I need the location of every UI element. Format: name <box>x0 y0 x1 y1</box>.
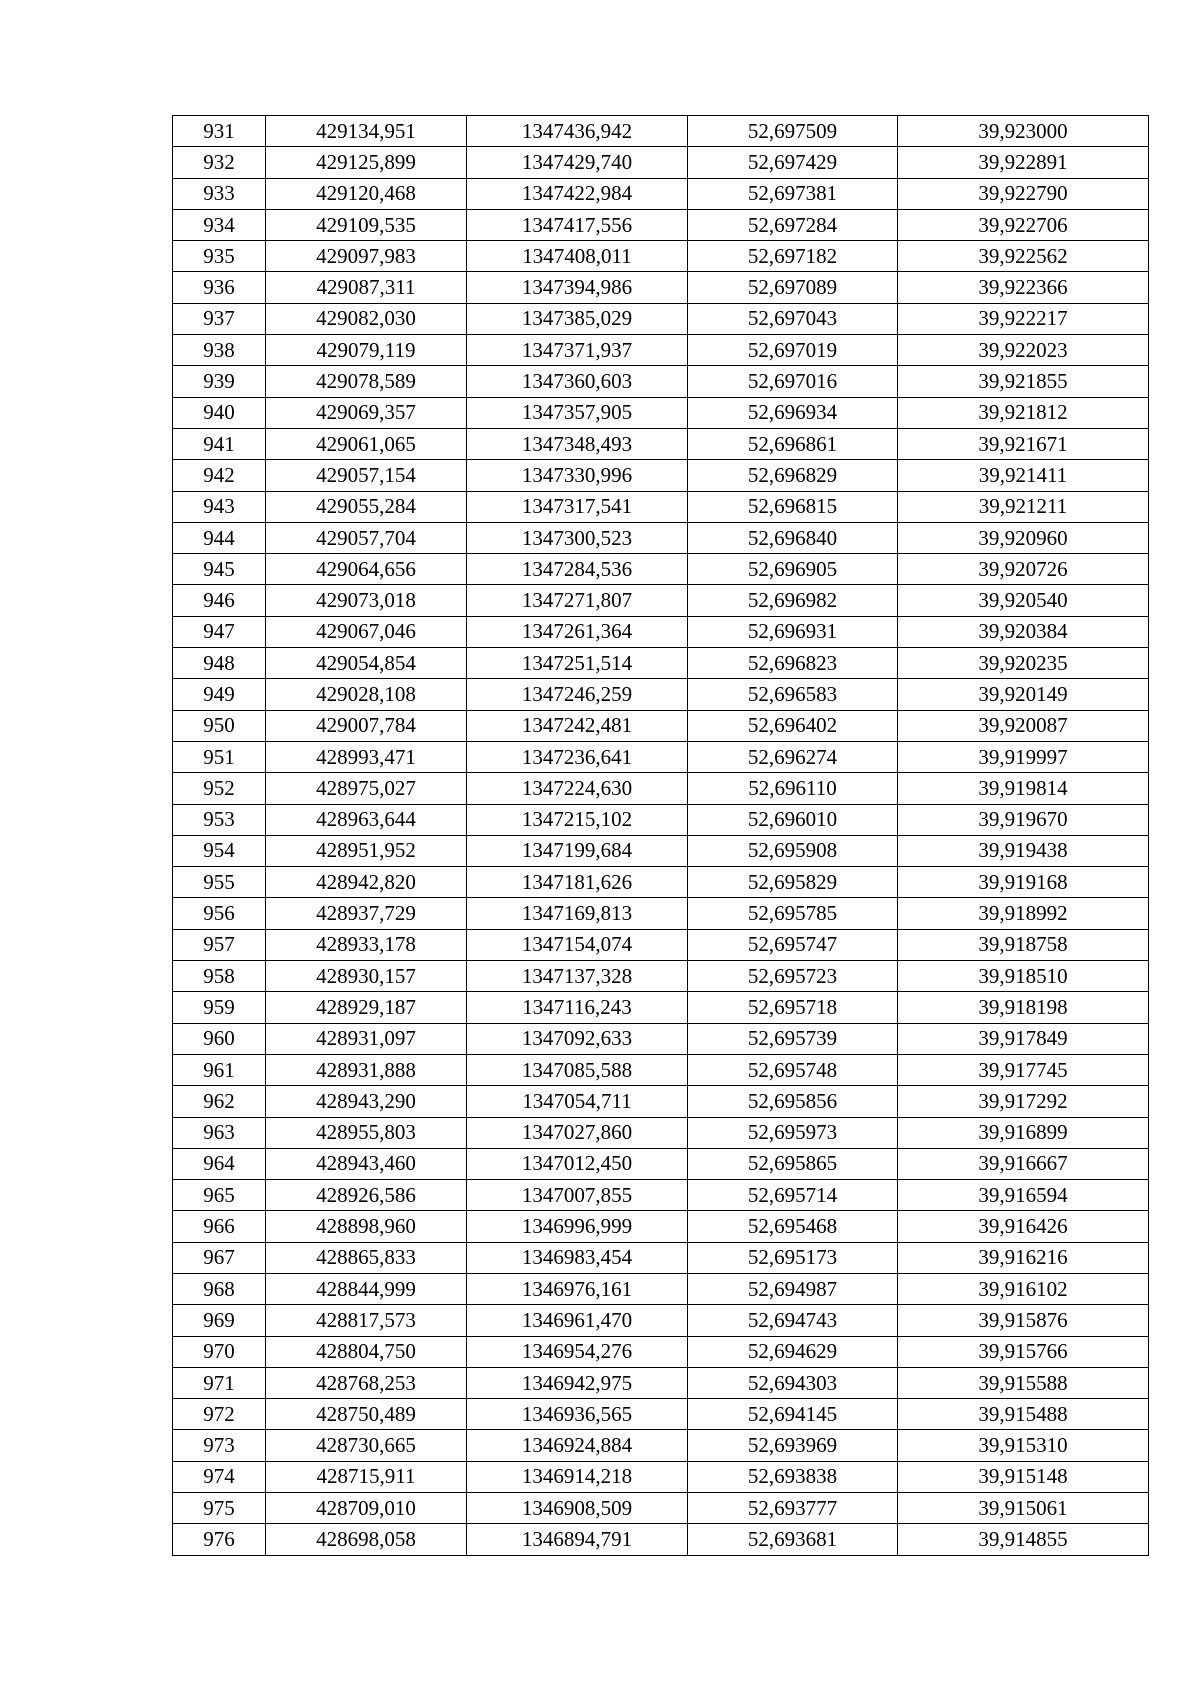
point-number-cell: 950 <box>173 710 266 741</box>
y-coordinate-cell: 1347394,986 <box>467 272 688 303</box>
y-coordinate-cell: 1347224,630 <box>467 773 688 804</box>
point-number-cell: 952 <box>173 773 266 804</box>
x-coordinate-cell: 429073,018 <box>266 585 467 616</box>
point-number-cell: 953 <box>173 804 266 835</box>
longitude-cell: 39,919438 <box>898 835 1149 866</box>
longitude-cell: 39,919814 <box>898 773 1149 804</box>
longitude-cell: 39,915061 <box>898 1493 1149 1524</box>
table-row <box>173 428 1149 459</box>
y-coordinate-cell: 1347417,556 <box>467 209 688 240</box>
latitude-cell: 52,695856 <box>688 1086 898 1117</box>
table-row <box>173 147 1149 178</box>
longitude-cell: 39,917745 <box>898 1054 1149 1085</box>
x-coordinate-cell: 428931,097 <box>266 1023 467 1054</box>
x-coordinate-cell: 428993,471 <box>266 741 467 772</box>
latitude-cell: 52,696840 <box>688 522 898 553</box>
latitude-cell: 52,696823 <box>688 648 898 679</box>
longitude-cell: 39,917849 <box>898 1023 1149 1054</box>
latitude-cell: 52,697089 <box>688 272 898 303</box>
table-row <box>173 1461 1149 1492</box>
x-coordinate-cell: 428804,750 <box>266 1336 467 1367</box>
longitude-cell: 39,923000 <box>898 116 1149 147</box>
latitude-cell: 52,695739 <box>688 1023 898 1054</box>
y-coordinate-cell: 1347357,905 <box>467 397 688 428</box>
point-number-cell: 947 <box>173 616 266 647</box>
x-coordinate-cell: 428730,665 <box>266 1430 467 1461</box>
y-coordinate-cell: 1347251,514 <box>467 648 688 679</box>
y-coordinate-cell: 1347271,807 <box>467 585 688 616</box>
y-coordinate-cell: 1347092,633 <box>467 1023 688 1054</box>
y-coordinate-cell: 1347199,684 <box>467 835 688 866</box>
latitude-cell: 52,694629 <box>688 1336 898 1367</box>
x-coordinate-cell: 429067,046 <box>266 616 467 647</box>
table-row <box>173 1242 1149 1273</box>
longitude-cell: 39,922891 <box>898 147 1149 178</box>
point-number-cell: 957 <box>173 929 266 960</box>
point-number-cell: 959 <box>173 992 266 1023</box>
latitude-cell: 52,696931 <box>688 616 898 647</box>
y-coordinate-cell: 1347137,328 <box>467 961 688 992</box>
table-row <box>173 554 1149 585</box>
latitude-cell: 52,694987 <box>688 1273 898 1304</box>
x-coordinate-cell: 428926,586 <box>266 1180 467 1211</box>
latitude-cell: 52,697429 <box>688 147 898 178</box>
x-coordinate-cell: 428975,027 <box>266 773 467 804</box>
y-coordinate-cell: 1347330,996 <box>467 460 688 491</box>
longitude-cell: 39,918758 <box>898 929 1149 960</box>
table-row <box>173 804 1149 835</box>
longitude-cell: 39,915488 <box>898 1399 1149 1430</box>
y-coordinate-cell: 1347007,855 <box>467 1180 688 1211</box>
y-coordinate-cell: 1346942,975 <box>467 1367 688 1398</box>
point-number-cell: 956 <box>173 898 266 929</box>
y-coordinate-cell: 1347154,074 <box>467 929 688 960</box>
table-row <box>173 366 1149 397</box>
y-coordinate-cell: 1346983,454 <box>467 1242 688 1273</box>
y-coordinate-cell: 1347371,937 <box>467 335 688 366</box>
table-row <box>173 992 1149 1023</box>
x-coordinate-cell: 428698,058 <box>266 1524 467 1555</box>
x-coordinate-cell: 428709,010 <box>266 1493 467 1524</box>
longitude-cell: 39,920960 <box>898 522 1149 553</box>
x-coordinate-cell: 428715,911 <box>266 1461 467 1492</box>
latitude-cell: 52,697284 <box>688 209 898 240</box>
x-coordinate-cell: 429069,357 <box>266 397 467 428</box>
longitude-cell: 39,916216 <box>898 1242 1149 1273</box>
table-row <box>173 679 1149 710</box>
x-coordinate-cell: 428898,960 <box>266 1211 467 1242</box>
latitude-cell: 52,695785 <box>688 898 898 929</box>
x-coordinate-cell: 429082,030 <box>266 303 467 334</box>
x-coordinate-cell: 429028,108 <box>266 679 467 710</box>
point-number-cell: 946 <box>173 585 266 616</box>
latitude-cell: 52,696829 <box>688 460 898 491</box>
point-number-cell: 943 <box>173 491 266 522</box>
x-coordinate-cell: 428865,833 <box>266 1242 467 1273</box>
point-number-cell: 932 <box>173 147 266 178</box>
x-coordinate-cell: 429007,784 <box>266 710 467 741</box>
x-coordinate-cell: 429079,119 <box>266 335 467 366</box>
table-row <box>173 241 1149 272</box>
x-coordinate-cell: 429054,854 <box>266 648 467 679</box>
y-coordinate-cell: 1347169,813 <box>467 898 688 929</box>
table-row <box>173 1367 1149 1398</box>
longitude-cell: 39,920149 <box>898 679 1149 710</box>
longitude-cell: 39,915588 <box>898 1367 1149 1398</box>
latitude-cell: 52,695865 <box>688 1148 898 1179</box>
table-row <box>173 1023 1149 1054</box>
latitude-cell: 52,697016 <box>688 366 898 397</box>
y-coordinate-cell: 1347317,541 <box>467 491 688 522</box>
point-number-cell: 964 <box>173 1148 266 1179</box>
table-row <box>173 116 1149 147</box>
latitude-cell: 52,695468 <box>688 1211 898 1242</box>
point-number-cell: 951 <box>173 741 266 772</box>
point-number-cell: 975 <box>173 1493 266 1524</box>
coordinate-table-body <box>173 116 1149 1556</box>
table-row <box>173 1211 1149 1242</box>
longitude-cell: 39,918198 <box>898 992 1149 1023</box>
latitude-cell: 52,693838 <box>688 1461 898 1492</box>
x-coordinate-cell: 428943,290 <box>266 1086 467 1117</box>
longitude-cell: 39,916594 <box>898 1180 1149 1211</box>
longitude-cell: 39,920540 <box>898 585 1149 616</box>
coordinate-table <box>172 115 1149 1556</box>
table-row <box>173 335 1149 366</box>
latitude-cell: 52,694743 <box>688 1305 898 1336</box>
point-number-cell: 971 <box>173 1367 266 1398</box>
latitude-cell: 52,696274 <box>688 741 898 772</box>
x-coordinate-cell: 429064,656 <box>266 554 467 585</box>
latitude-cell: 52,695908 <box>688 835 898 866</box>
point-number-cell: 965 <box>173 1180 266 1211</box>
latitude-cell: 52,695718 <box>688 992 898 1023</box>
x-coordinate-cell: 429057,154 <box>266 460 467 491</box>
point-number-cell: 936 <box>173 272 266 303</box>
y-coordinate-cell: 1346914,218 <box>467 1461 688 1492</box>
table-row <box>173 209 1149 240</box>
latitude-cell: 52,694145 <box>688 1399 898 1430</box>
longitude-cell: 39,915310 <box>898 1430 1149 1461</box>
latitude-cell: 52,695723 <box>688 961 898 992</box>
y-coordinate-cell: 1346936,565 <box>467 1399 688 1430</box>
x-coordinate-cell: 428929,187 <box>266 992 467 1023</box>
x-coordinate-cell: 428951,952 <box>266 835 467 866</box>
latitude-cell: 52,697019 <box>688 335 898 366</box>
table-row <box>173 1493 1149 1524</box>
x-coordinate-cell: 428937,729 <box>266 898 467 929</box>
longitude-cell: 39,922217 <box>898 303 1149 334</box>
longitude-cell: 39,921671 <box>898 428 1149 459</box>
table-row <box>173 1336 1149 1367</box>
y-coordinate-cell: 1346908,509 <box>467 1493 688 1524</box>
point-number-cell: 960 <box>173 1023 266 1054</box>
table-row <box>173 929 1149 960</box>
longitude-cell: 39,921211 <box>898 491 1149 522</box>
point-number-cell: 961 <box>173 1054 266 1085</box>
longitude-cell: 39,921812 <box>898 397 1149 428</box>
point-number-cell: 955 <box>173 867 266 898</box>
latitude-cell: 52,695173 <box>688 1242 898 1273</box>
x-coordinate-cell: 428942,820 <box>266 867 467 898</box>
point-number-cell: 941 <box>173 428 266 459</box>
point-number-cell: 963 <box>173 1117 266 1148</box>
table-row <box>173 1086 1149 1117</box>
longitude-cell: 39,919168 <box>898 867 1149 898</box>
x-coordinate-cell: 428955,803 <box>266 1117 467 1148</box>
point-number-cell: 934 <box>173 209 266 240</box>
point-number-cell: 976 <box>173 1524 266 1555</box>
longitude-cell: 39,915766 <box>898 1336 1149 1367</box>
y-coordinate-cell: 1347012,450 <box>467 1148 688 1179</box>
table-row <box>173 1117 1149 1148</box>
x-coordinate-cell: 429125,899 <box>266 147 467 178</box>
latitude-cell: 52,697182 <box>688 241 898 272</box>
x-coordinate-cell: 428933,178 <box>266 929 467 960</box>
latitude-cell: 52,693969 <box>688 1430 898 1461</box>
table-row <box>173 1524 1149 1555</box>
longitude-cell: 39,920384 <box>898 616 1149 647</box>
point-number-cell: 939 <box>173 366 266 397</box>
latitude-cell: 52,694303 <box>688 1367 898 1398</box>
x-coordinate-cell: 429120,468 <box>266 178 467 209</box>
y-coordinate-cell: 1347422,984 <box>467 178 688 209</box>
y-coordinate-cell: 1347236,641 <box>467 741 688 772</box>
y-coordinate-cell: 1347360,603 <box>467 366 688 397</box>
y-coordinate-cell: 1347027,860 <box>467 1117 688 1148</box>
x-coordinate-cell: 429057,704 <box>266 522 467 553</box>
table-row <box>173 741 1149 772</box>
point-number-cell: 958 <box>173 961 266 992</box>
point-number-cell: 931 <box>173 116 266 147</box>
table-row <box>173 303 1149 334</box>
longitude-cell: 39,916102 <box>898 1273 1149 1304</box>
table-row <box>173 898 1149 929</box>
point-number-cell: 933 <box>173 178 266 209</box>
y-coordinate-cell: 1346894,791 <box>467 1524 688 1555</box>
table-row <box>173 773 1149 804</box>
table-row <box>173 835 1149 866</box>
x-coordinate-cell: 428768,253 <box>266 1367 467 1398</box>
table-row <box>173 648 1149 679</box>
latitude-cell: 52,697381 <box>688 178 898 209</box>
x-coordinate-cell: 428817,573 <box>266 1305 467 1336</box>
longitude-cell: 39,921855 <box>898 366 1149 397</box>
y-coordinate-cell: 1346976,161 <box>467 1273 688 1304</box>
y-coordinate-cell: 1346996,999 <box>467 1211 688 1242</box>
latitude-cell: 52,695829 <box>688 867 898 898</box>
table-row <box>173 616 1149 647</box>
table-row <box>173 1180 1149 1211</box>
latitude-cell: 52,693777 <box>688 1493 898 1524</box>
y-coordinate-cell: 1347261,364 <box>467 616 688 647</box>
longitude-cell: 39,919670 <box>898 804 1149 835</box>
point-number-cell: 970 <box>173 1336 266 1367</box>
point-number-cell: 940 <box>173 397 266 428</box>
table-row <box>173 460 1149 491</box>
x-coordinate-cell: 429078,589 <box>266 366 467 397</box>
y-coordinate-cell: 1347284,536 <box>467 554 688 585</box>
table-row <box>173 585 1149 616</box>
latitude-cell: 52,697509 <box>688 116 898 147</box>
table-row <box>173 272 1149 303</box>
table-row <box>173 397 1149 428</box>
table-row <box>173 961 1149 992</box>
point-number-cell: 973 <box>173 1430 266 1461</box>
y-coordinate-cell: 1347085,588 <box>467 1054 688 1085</box>
x-coordinate-cell: 429134,951 <box>266 116 467 147</box>
latitude-cell: 52,695748 <box>688 1054 898 1085</box>
point-number-cell: 945 <box>173 554 266 585</box>
y-coordinate-cell: 1347242,481 <box>467 710 688 741</box>
longitude-cell: 39,914855 <box>898 1524 1149 1555</box>
y-coordinate-cell: 1347215,102 <box>467 804 688 835</box>
y-coordinate-cell: 1347054,711 <box>467 1086 688 1117</box>
table-row <box>173 522 1149 553</box>
latitude-cell: 52,695714 <box>688 1180 898 1211</box>
point-number-cell: 942 <box>173 460 266 491</box>
point-number-cell: 972 <box>173 1399 266 1430</box>
y-coordinate-cell: 1347436,942 <box>467 116 688 147</box>
table-row <box>173 491 1149 522</box>
latitude-cell: 52,697043 <box>688 303 898 334</box>
y-coordinate-cell: 1347246,259 <box>467 679 688 710</box>
point-number-cell: 948 <box>173 648 266 679</box>
point-number-cell: 962 <box>173 1086 266 1117</box>
latitude-cell: 52,696982 <box>688 585 898 616</box>
table-row <box>173 1054 1149 1085</box>
y-coordinate-cell: 1347300,523 <box>467 522 688 553</box>
x-coordinate-cell: 429109,535 <box>266 209 467 240</box>
longitude-cell: 39,921411 <box>898 460 1149 491</box>
point-number-cell: 966 <box>173 1211 266 1242</box>
longitude-cell: 39,922366 <box>898 272 1149 303</box>
table-row <box>173 1430 1149 1461</box>
x-coordinate-cell: 428844,999 <box>266 1273 467 1304</box>
longitude-cell: 39,916899 <box>898 1117 1149 1148</box>
table-row <box>173 1305 1149 1336</box>
x-coordinate-cell: 429055,284 <box>266 491 467 522</box>
x-coordinate-cell: 429097,983 <box>266 241 467 272</box>
x-coordinate-cell: 429061,065 <box>266 428 467 459</box>
latitude-cell: 52,696861 <box>688 428 898 459</box>
y-coordinate-cell: 1347348,493 <box>467 428 688 459</box>
y-coordinate-cell: 1347385,029 <box>467 303 688 334</box>
longitude-cell: 39,920235 <box>898 648 1149 679</box>
latitude-cell: 52,696110 <box>688 773 898 804</box>
x-coordinate-cell: 428963,644 <box>266 804 467 835</box>
latitude-cell: 52,696402 <box>688 710 898 741</box>
latitude-cell: 52,695747 <box>688 929 898 960</box>
y-coordinate-cell: 1347429,740 <box>467 147 688 178</box>
longitude-cell: 39,919997 <box>898 741 1149 772</box>
latitude-cell: 52,695973 <box>688 1117 898 1148</box>
latitude-cell: 52,696010 <box>688 804 898 835</box>
x-coordinate-cell: 428750,489 <box>266 1399 467 1430</box>
latitude-cell: 52,693681 <box>688 1524 898 1555</box>
point-number-cell: 944 <box>173 522 266 553</box>
latitude-cell: 52,696583 <box>688 679 898 710</box>
point-number-cell: 954 <box>173 835 266 866</box>
point-number-cell: 937 <box>173 303 266 334</box>
longitude-cell: 39,916426 <box>898 1211 1149 1242</box>
point-number-cell: 949 <box>173 679 266 710</box>
longitude-cell: 39,922790 <box>898 178 1149 209</box>
longitude-cell: 39,922023 <box>898 335 1149 366</box>
longitude-cell: 39,920726 <box>898 554 1149 585</box>
latitude-cell: 52,696934 <box>688 397 898 428</box>
table-row <box>173 1148 1149 1179</box>
y-coordinate-cell: 1347116,243 <box>467 992 688 1023</box>
y-coordinate-cell: 1347181,626 <box>467 867 688 898</box>
latitude-cell: 52,696815 <box>688 491 898 522</box>
longitude-cell: 39,917292 <box>898 1086 1149 1117</box>
longitude-cell: 39,920087 <box>898 710 1149 741</box>
latitude-cell: 52,696905 <box>688 554 898 585</box>
table-row <box>173 867 1149 898</box>
point-number-cell: 968 <box>173 1273 266 1304</box>
x-coordinate-cell: 428943,460 <box>266 1148 467 1179</box>
point-number-cell: 967 <box>173 1242 266 1273</box>
y-coordinate-cell: 1346924,884 <box>467 1430 688 1461</box>
table-row <box>173 1399 1149 1430</box>
longitude-cell: 39,922706 <box>898 209 1149 240</box>
x-coordinate-cell: 428930,157 <box>266 961 467 992</box>
point-number-cell: 935 <box>173 241 266 272</box>
table-row <box>173 178 1149 209</box>
longitude-cell: 39,922562 <box>898 241 1149 272</box>
point-number-cell: 974 <box>173 1461 266 1492</box>
longitude-cell: 39,918510 <box>898 961 1149 992</box>
y-coordinate-cell: 1346954,276 <box>467 1336 688 1367</box>
longitude-cell: 39,918992 <box>898 898 1149 929</box>
y-coordinate-cell: 1346961,470 <box>467 1305 688 1336</box>
table-row <box>173 710 1149 741</box>
longitude-cell: 39,915876 <box>898 1305 1149 1336</box>
point-number-cell: 969 <box>173 1305 266 1336</box>
x-coordinate-cell: 428931,888 <box>266 1054 467 1085</box>
y-coordinate-cell: 1347408,011 <box>467 241 688 272</box>
x-coordinate-cell: 429087,311 <box>266 272 467 303</box>
point-number-cell: 938 <box>173 335 266 366</box>
longitude-cell: 39,915148 <box>898 1461 1149 1492</box>
longitude-cell: 39,916667 <box>898 1148 1149 1179</box>
table-row <box>173 1273 1149 1304</box>
